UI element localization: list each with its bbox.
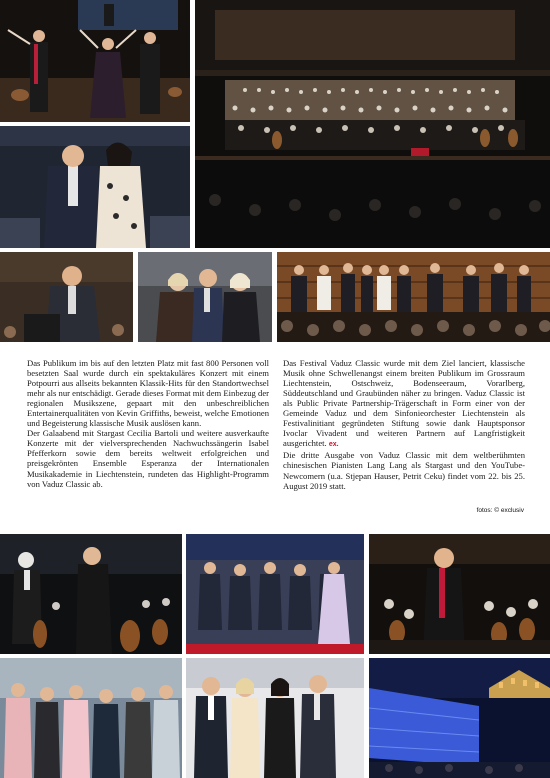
article-paragraph: Das Publikum im bis auf den letzten Platz mit fast 800 Personen voll besetzten Saal wurde durch ein spektakuläres Konzert mit einem Potpourri aus allseits bekannten Klassik-Hits für den Standortwechsel mehr als nur entschädigt. Gerade dieses Format mit dem Einbezug der regionalen Musikszene, gepaart mit den unbeschreiblichen Entertainerqualitäten von Kevin Griffiths, beweist, welche Emotionen und Begeisterung klassische Musik auslösen kann.	[27, 358, 269, 429]
photo-couple-portrait	[0, 126, 190, 248]
photo-orchestra-hall	[195, 0, 550, 248]
photo-audience-rows	[186, 534, 364, 654]
article-text: Das Festival Vaduz Classic wurde mit dem Ziel lanciert, klassische Musik ohne Schwellenangst einem breiten Publikum im Grossraum Liechtenstein, Ostschweiz, Bodenseeraum, Vorarlberg, Süddeutschland und Graubünden näher zu bringen. Vaduz Classic ist als Public Private Partnership-Trägerschaft in Form einer von der Gemeinde Vaduz und dem Sinfonieorchester Liechtenstein als Festivalinitiant gegründeten Stiftung sowie dank Hauptsponsor Ivoclar Vivadent und weiteren Partnern auf Langfristigkeit ausgerichtet.	[283, 358, 525, 449]
article-paragraph: Der Galaabend mit Stargast Cecilia Bartoli und weitere ausverkaufte Konzerte mit der vielversprechenden Nachwuchssängerin Isabel Pfefferkorn sowie dem bereits weltweit erfolgreichen und preisgekrönten Ensemble Esperanza der Internationalen Musikakademie in Liechtenstein, rundeten das Highlight-Programm von Vaduz Classic ab.	[27, 428, 269, 489]
photo-vaduz-classic-guests	[186, 658, 364, 778]
photo-guests-outdoor	[0, 658, 182, 778]
photo-venue-night	[369, 658, 550, 778]
author-signature: ex.	[328, 441, 339, 449]
article-right-column	[283, 358, 525, 491]
photo-conductor-orchestra	[0, 534, 182, 654]
photo-speaker-podium	[0, 252, 133, 342]
photo-credit: fotos: © exclusiv	[476, 507, 524, 514]
photo-stage-group	[277, 252, 550, 342]
article-paragraph: Die dritte Ausgabe von Vaduz Classic mit dem weltberühmten chinesischen Pianisten Lang Lang als Stargast und den YouTube-Newcomern (u.a. Stjepan Hauser, Petrit Ceku) findet vom 22. bis 25. August 2019 statt.	[283, 450, 525, 491]
article-left-column	[27, 358, 269, 489]
article-paragraph	[283, 358, 525, 450]
photo-stage-bows	[0, 0, 190, 122]
photo-tenor-orchestra	[369, 534, 550, 654]
photo-three-guests	[138, 252, 272, 342]
